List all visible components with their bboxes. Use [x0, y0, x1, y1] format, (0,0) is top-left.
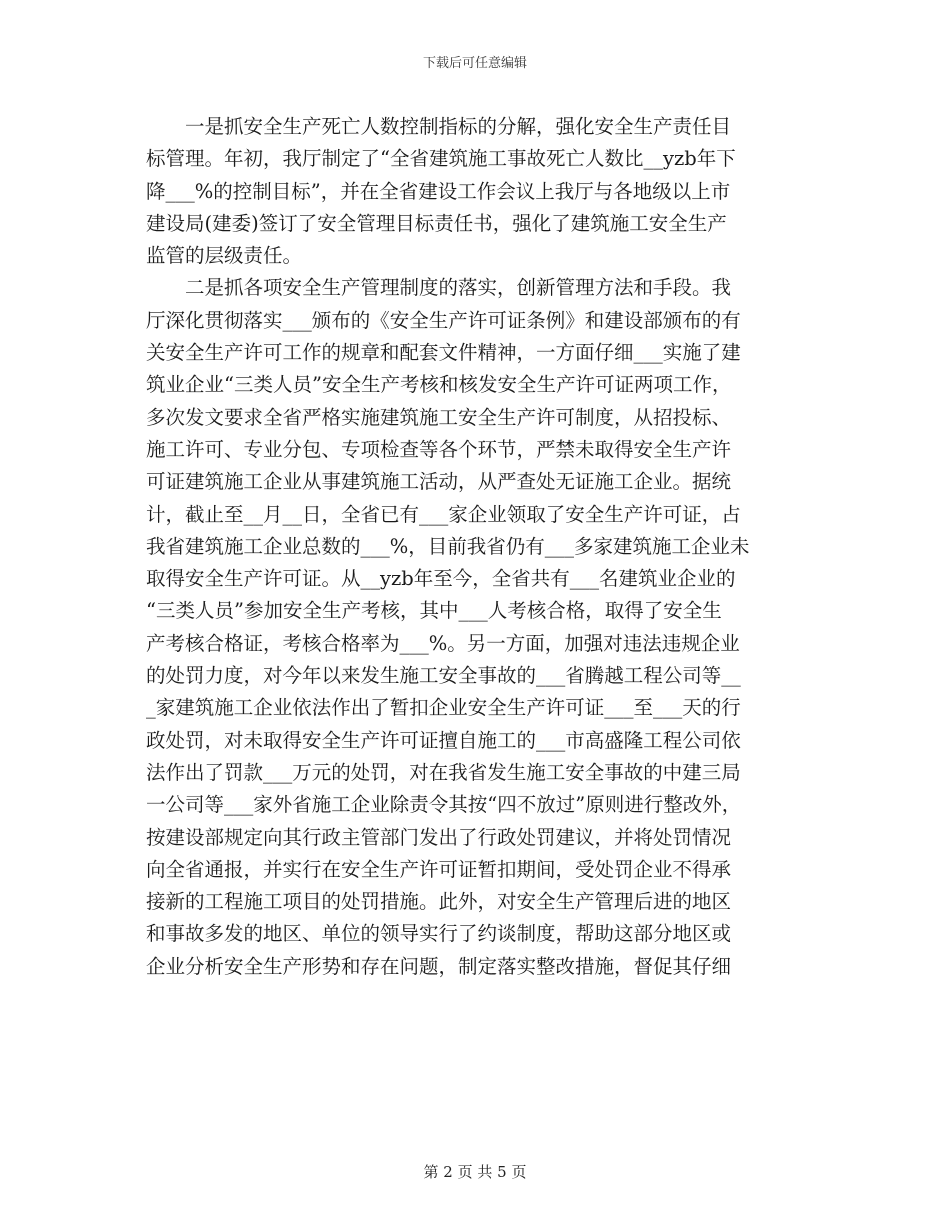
page-number: 第 2 页 共 5 页 — [423, 1163, 527, 1181]
paragraph-2-line: 可证建筑施工企业从事建筑施工活动，从严查处无证施工企业。据统 — [146, 470, 732, 494]
paragraph-2-line: 向全省通报，并实行在安全生产许可证暂扣期间，受处罚企业不得承 — [146, 857, 732, 881]
paragraph-2-line: 按建设部规定向其行政主管部门发出了行政处罚建议，并将处罚情况 — [146, 825, 732, 849]
paragraph-2-line: 政处罚，对未取得安全生产许可证擅自施工的___市高盛隆工程公司依 — [146, 728, 741, 752]
paragraph-1-line: 标管理。年初，我厅制定了“全省建筑施工事故死亡人数比__yzb年下 — [146, 147, 736, 171]
header-note: 下载后可任意编辑 — [422, 56, 527, 71]
paragraph-2-line: 筑业企业“三类人员”安全生产考核和核发安全生产许可证两项工作， — [146, 373, 732, 397]
paragraph-2-line: 厅深化贯彻落实___颁布的《安全生产许可证条例》和建设部颁布的有 — [146, 308, 741, 332]
paragraph-2-line: 的处罚力度，对今年以来发生施工安全事故的___省腾越工程公司等__ — [146, 664, 741, 688]
paragraph-1-line: 监管的层级责任。 — [146, 244, 303, 268]
paragraph-1-line: 降___%的控制目标”，并在全省建设工作会议上我厅与各地级以上市 — [146, 179, 731, 203]
paragraph-2-line: 和事故多发的地区、单位的领导实行了约谈制度，帮助这部分地区或 — [146, 922, 732, 946]
paragraph-2-line: 接新的工程施工项目的处罚措施。此外，对安全生产管理后进的地区 — [146, 890, 732, 914]
paragraph-2-line: 取得安全生产许可证。从__yzb年至今，全省共有___名建筑业企业的 — [146, 567, 736, 591]
paragraph-2-line: 法作出了罚款___万元的处罚，对在我省发生施工安全事故的中建三局 — [146, 760, 741, 784]
body-text — [146, 111, 806, 983]
paragraph-2-line: 关安全生产许可工作的规章和配套文件精神，一方面仔细___实施了建 — [146, 341, 741, 365]
paragraph-2-line: 企业分析安全生产形势和存在问题，制定落实整改措施，督促其仔细 — [146, 954, 732, 978]
paragraph-1-line: 一是抓安全生产死亡人数控制指标的分解，强化安全生产责任目 — [185, 115, 732, 138]
paragraph-2-line: 我省建筑施工企业总数的___%，目前我省仍有___多家建筑施工企业未 — [146, 534, 750, 558]
paragraph-2-line: 多次发文要求全省严格实施建筑施工安全生产许可制度，从招投标、 — [146, 405, 732, 429]
paragraph-2-line: 施工许可、专业分包、专项检查等各个环节，严禁未取得安全生产许 — [146, 437, 732, 461]
paragraph-2-line: 计，截止至__月__日，全省已有___家企业领取了安全生产许可证，占 — [146, 502, 741, 526]
paragraph-2-line: 二是抓各项安全生产管理制度的落实，创新管理方法和手段。我 — [185, 276, 732, 300]
paragraph-2-line: 产考核合格证，考核合格率为___%。另一方面，加强对违法违规企业 — [146, 631, 740, 655]
paragraph-2-line: “三类人员”参加安全生产考核，其中___人考核合格，取得了安全生 — [146, 599, 722, 623]
paragraph-1-line: 建设局(建委)签订了安全管理目标责任书，强化了建筑施工安全生产 — [146, 211, 727, 235]
paragraph-2-line: _家建筑施工企业依法作出了暂扣企业安全生产许可证___至___天的行 — [146, 696, 741, 720]
paragraph-2-line: 一公司等___家外省施工企业除责令其按“四不放过”原则进行整改外， — [146, 793, 742, 817]
